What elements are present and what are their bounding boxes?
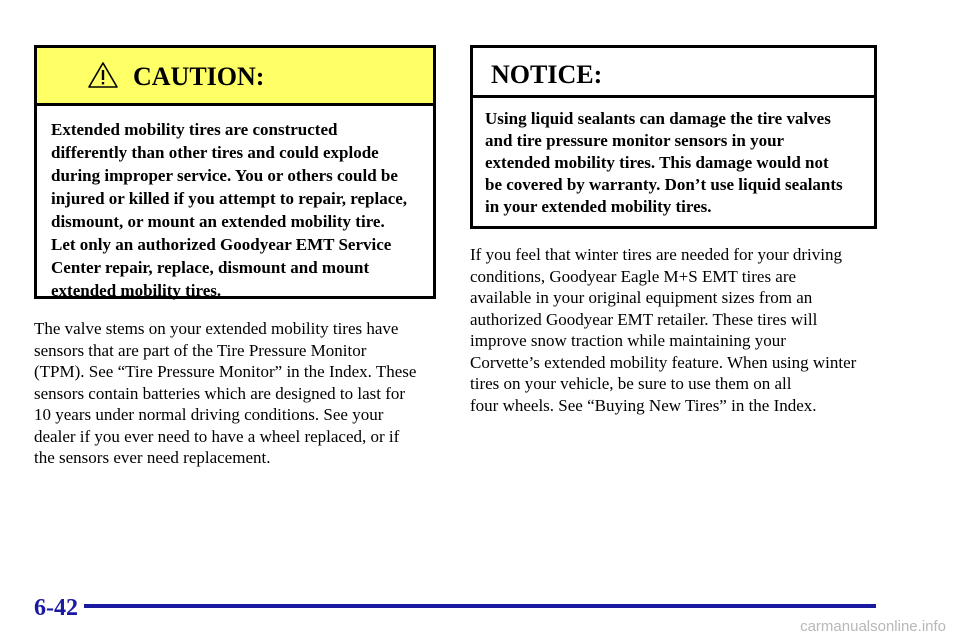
caution-title: CAUTION: [133,62,265,91]
paragraph-line: If you feel that winter tires are needed for your driving [470,245,842,264]
paragraph-line: the sensors ever need replacement. [34,448,271,467]
caution-line: injured or killed if you attempt to repair, replace, [51,189,408,208]
footer-rule [84,604,876,608]
caution-line: Extended mobility tires are constructed [51,120,338,139]
caution-line: differently than other tires and could explode [51,143,379,162]
paragraph-line: dealer if you ever need to have a wheel replaced, or if [34,426,400,446]
caution-line: dismount, or mount an extended mobility tire. [51,212,385,231]
caution-header [37,48,433,106]
notice-title: NOTICE: [491,60,603,89]
page-number: 6-42 [34,595,78,621]
watermark: carmanualsonline.info [800,618,946,635]
paragraph-line: four wheels. See “Buying New Tires” in the Index. [470,395,817,415]
notice-text [485,108,870,218]
paragraph-line: (TPM). See “Tire Pressure Monitor” in the Index. These [34,362,417,381]
winter-tires-paragraph [470,244,890,416]
caution-line: Let only an authorized Goodyear EMT Service [51,235,392,254]
notice-line: extended mobility tires. This damage would not [485,153,829,172]
paragraph-line: 10 years under normal driving conditions. See your [34,405,384,424]
caution-text [51,118,431,302]
paragraph-line: conditions, Goodyear Eagle M+S EMT tires are [470,266,797,286]
valve-stem-paragraph [34,318,444,469]
notice-header [473,48,874,98]
caution-line: during improper service. You or others could be [51,166,398,185]
notice-line: and tire pressure monitor sensors in your [485,131,785,150]
paragraph-line: sensors that are part of the Tire Pressure Monitor [34,340,367,360]
paragraph-line: improve snow traction while maintaining your [470,331,786,350]
notice-line: in your extended mobility tires. [485,197,712,216]
notice-line: Using liquid sealants can damage the tire valves [485,109,831,128]
caution-line: Center repair, replace, dismount and mount [51,258,370,277]
paragraph-line: The valve stems on your extended mobility tires have [34,319,399,338]
paragraph-line: tires on your vehicle, be sure to use them on all [470,374,792,393]
paragraph-line: authorized Goodyear EMT retailer. These tires will [470,309,818,329]
paragraph-line: Corvette’s extended mobility feature. When using winter [470,352,857,372]
caution-box [34,45,436,299]
paragraph-line: available in your original equipment sizes from an [470,288,813,307]
warning-triangle-icon [87,61,119,89]
paragraph-line: sensors contain batteries which are designed to last for [34,383,406,403]
notice-box [470,45,877,229]
caution-line: extended mobility tires. [51,281,222,300]
notice-line: be covered by warranty. Don’t use liquid sealants [485,175,843,194]
